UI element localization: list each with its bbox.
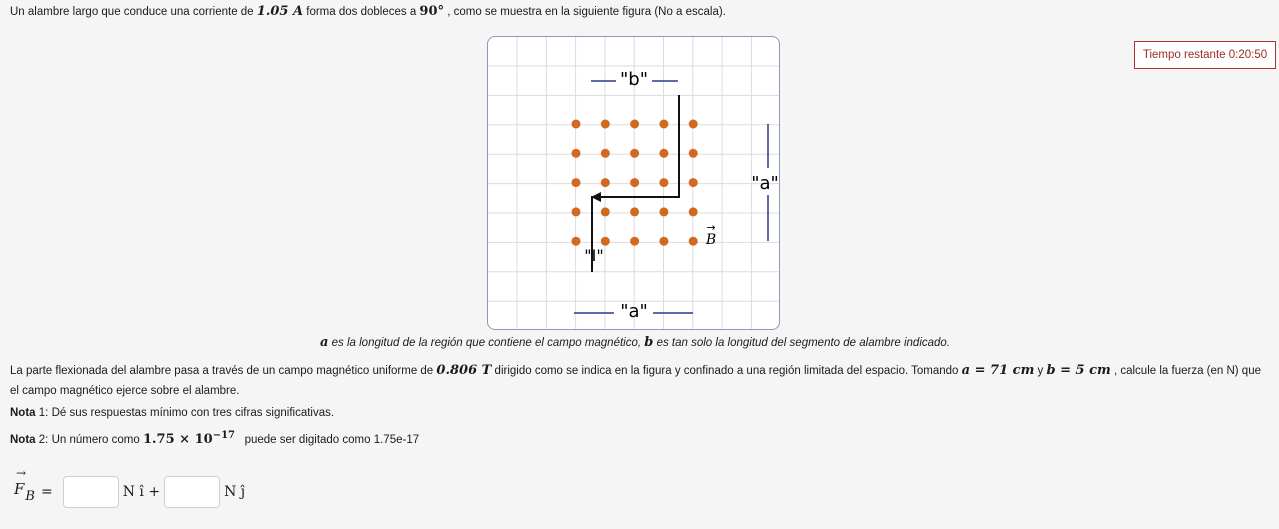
field-dot xyxy=(601,178,610,187)
field-dot xyxy=(601,120,610,129)
field-dot xyxy=(659,207,668,216)
field-dot xyxy=(689,178,698,187)
problem-figure xyxy=(487,36,780,330)
note-2: Nota 2: Un número como $1.75 \times 10^{-17}$ puede ser digitado como 1.75e-17 xyxy=(10,430,420,447)
label-b: "b" xyxy=(620,69,648,90)
figure-caption: a es la longitud de la región que contiene el campo magnético, b es tan solo la longitud del segmento de alambre indicado. xyxy=(320,335,951,350)
field-dot xyxy=(630,178,639,187)
field-dot xyxy=(689,149,698,158)
field-dot xyxy=(689,207,698,216)
field-dot xyxy=(630,207,639,216)
field-dot xyxy=(601,149,610,158)
label-a-bottom: "a" xyxy=(620,301,648,322)
field-dot xyxy=(601,207,610,216)
answer-j-input[interactable] xyxy=(164,476,220,508)
field-dot xyxy=(659,149,668,158)
field-dot xyxy=(572,178,581,187)
field-dot xyxy=(630,237,639,246)
figure-svg xyxy=(488,37,780,330)
field-dot xyxy=(630,149,639,158)
field-dot xyxy=(572,237,581,246)
force-symbol: → FB xyxy=(14,466,35,504)
field-dot xyxy=(572,149,581,158)
intro-text: Un alambre largo que conduce una corriente de 1.05 A forma dos dobleces a 90° , como se muestra en la siguiente figura (No a escala). xyxy=(10,4,726,19)
label-current: "I" xyxy=(584,246,604,265)
field-dot xyxy=(659,178,668,187)
label-b-field: B xyxy=(705,232,717,248)
field-dot xyxy=(572,207,581,216)
time-remaining: Tiempo restante 0:20:50 xyxy=(1134,41,1276,69)
answer-i-input[interactable] xyxy=(63,476,119,508)
field-dot xyxy=(601,237,610,246)
label-a-right: "a" xyxy=(751,173,779,194)
b-field-vector-arrow: → xyxy=(706,221,716,234)
problem-statement: La parte flexionada del alambre pasa a través de un campo magnético uniforme de 0.806 T dirigido como se indica en la figura y confinado a una región limitada del espacio. Tomando a = 71 cm y b = 5 cm , calcule la fuerza (en N) que el campo magnético ejerce sobre el alambre. xyxy=(10,363,1261,397)
field-dot xyxy=(659,120,668,129)
answer-row: → FB = N î + N ĵ xyxy=(14,476,245,508)
note-1: Nota 1: Dé sus respuestas mínimo con tres cifras significativas. xyxy=(10,407,335,419)
field-dot xyxy=(630,120,639,129)
field-dot xyxy=(659,237,668,246)
field-dot xyxy=(689,120,698,129)
field-dot xyxy=(572,120,581,129)
field-dot xyxy=(689,237,698,246)
